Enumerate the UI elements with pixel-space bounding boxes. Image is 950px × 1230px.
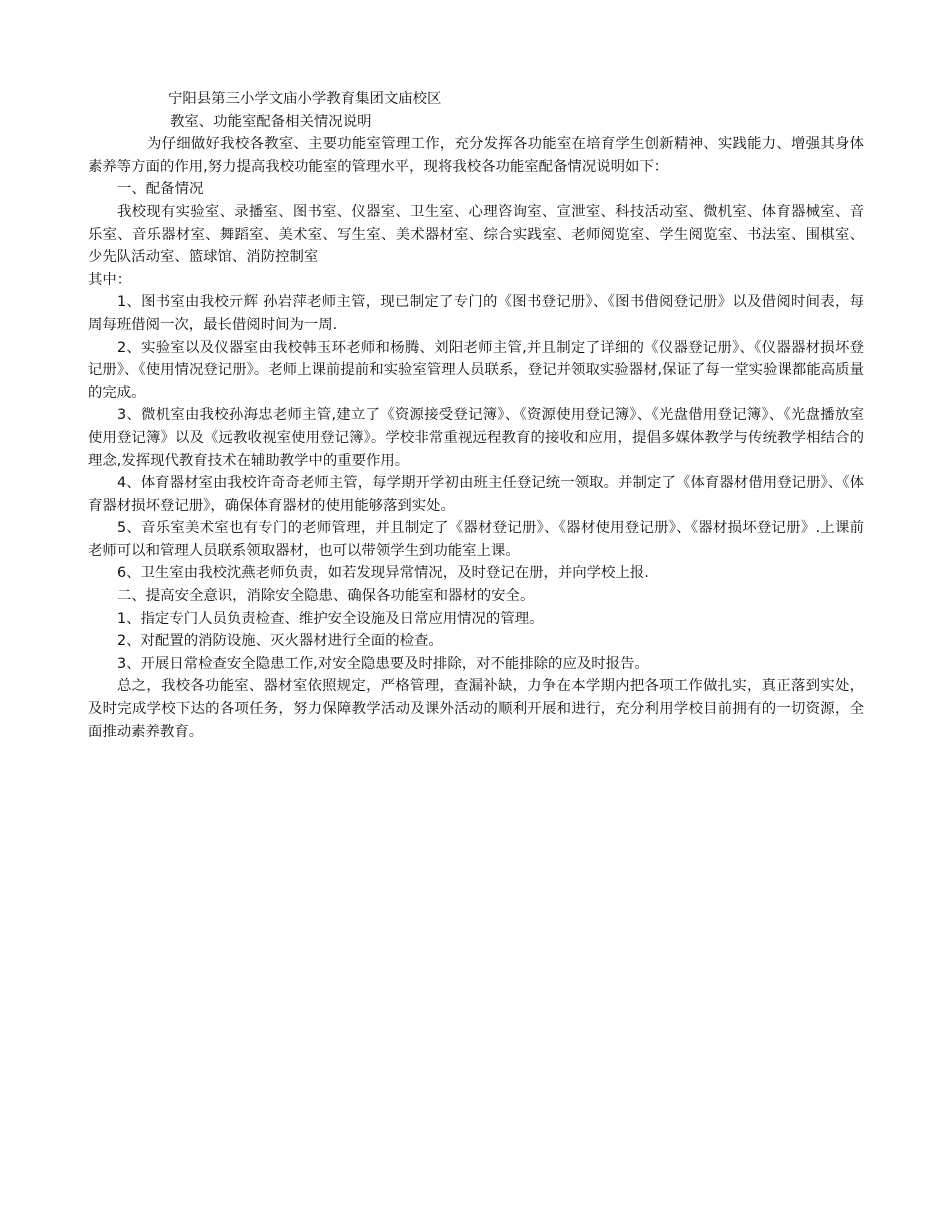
item-clinic: 6、卫生室由我校沈燕老师负责，如若发现异常情况，及时登记在册，并向学校上报. [117, 565, 649, 582]
item-music-art-room: 5、音乐室美术室也有专门的老师管理，并且制定了《器材登记册》、《器材使用登记册》、《器材损坏登记册》.上课前老师可以和管理人员联系领取器材，也可以带领学生到功能室上课。 [88, 520, 864, 559]
item-sports-room: 4、体育器材室由我校许奇奇老师主管，每学期开学初由班主任登记统一领取。并制定了《体育器材借用登记册》、《体育器材损坏登记册》，确保体育器材的使用能够落到实处。 [88, 475, 864, 514]
document-page [88, 88, 864, 743]
document-title-subject: 教室、功能室配备相关情况说明 [170, 113, 372, 130]
item-lab: 2、实验室以及仪器室由我校韩玉环老师和杨腾、刘阳老师主管,并且制定了详细的《仪器登记册》、《仪器器材损坏登记册》、《使用情况登记册》。老师上课前提前和实验室管理人员联系，登记并领取实验器材,保证了每一堂实验课都能高质量的完成。 [88, 339, 864, 401]
section1-heading: 一、配备情况 [117, 181, 204, 198]
document-title-school: 宁阳县第三小学文庙小学教育集团文庙校区 [168, 91, 442, 107]
section2-item-1: 1、指定专门人员负责检查、维护安全设施及日常应用情况的管理。 [117, 610, 544, 627]
item-library: 1、图书室由我校亓辉 孙岩萍老师主管，现已制定了专门的《图书登记册》、《图书借阅登记册》以及借阅时间表，每周每班借阅一次，最长借阅时间为一周. [88, 294, 864, 333]
conclusion-paragraph: 总之，我校各功能室、器材室依照规定，严格管理，查漏补缺，力争在本学期内把各项工作做扎实，真正落到实处，及时完成学校下达的各项任务，努力保障教学活动及课外活动的顺利开展和进行，充分利用学校目前拥有的一切资源，全面推动素养教育。 [88, 678, 864, 740]
section2-item-3: 3、开展日常检查安全隐患工作,对安全隐患要及时排除，对不能排除的应及时报告。 [117, 655, 649, 672]
section1-rooms-paragraph: 我校现有实验室、录播室、图书室、仪器室、卫生室、心理咨询室、宣泄室、科技活动室、微机室、体育器械室、音乐室、音乐器材室、舞蹈室、美术室、写生室、美术器材室、综合实践室、老师阅览室、学生阅览室、书法室、围棋室、少先队活动室、篮球馆、消防控制室 [88, 203, 864, 266]
intro-paragraph: 为仔细做好我校各教室、主要功能室管理工作，充分发挥各功能室在培育学生创新精神、实践能力、增强其身体素养等方面的作用,努力提高我校功能室的管理水平，现将我校各功能室配备情况说明如下： [88, 136, 864, 175]
section1-lead: 其中： [88, 271, 132, 288]
section2-item-2: 2、对配置的消防设施、灭火器材进行全面的检查。 [117, 633, 443, 650]
section2-heading: 二、提高安全意识，消除安全隐患、确保各功能室和器材的安全。 [117, 588, 535, 605]
item-computer-room: 3、微机室由我校孙海忠老师主管,建立了《资源接受登记簿》、《资源使用登记簿》、《光盘借用登记簿》、《光盘播放室使用登记簿》以及《远教收视室使用登记簿》。学校非常重视远程教育的接收和应用，提倡多媒体教学与传统教学相结合的理念,发挥现代教育技术在辅助教学中的重要作用。 [88, 407, 864, 469]
